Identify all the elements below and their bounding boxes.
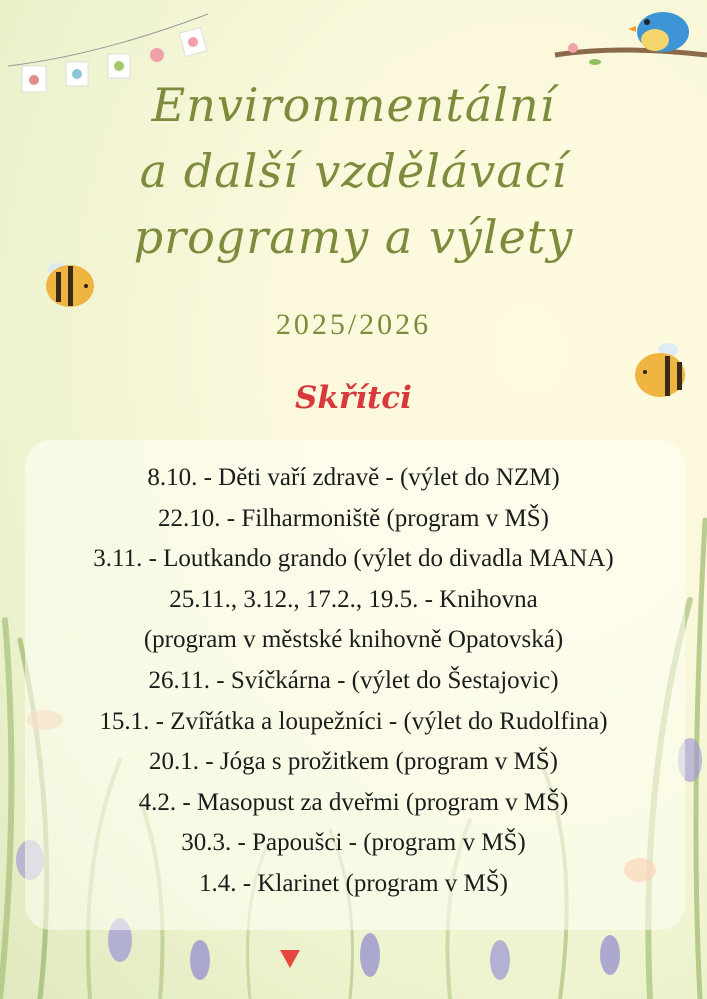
list-item: 8.10. - Děti vaří zdravě - (výlet do NZM) [147, 464, 560, 491]
list-item: 22.10. - Filharmoniště (program v MŠ) [158, 504, 549, 532]
bird-illustration [555, 12, 707, 65]
list-item: 26.11. - Svíčkárna - (výlet do Šestajovic) [148, 666, 559, 694]
list-item: 30.3. - Papoušci - (program v MŠ) [181, 829, 526, 857]
list-item: 3.11. - Loutkando grando (výlet do divadla MANA) [93, 545, 614, 573]
title-line-3: programy a výlety [133, 210, 574, 264]
program-list [0, 458, 707, 905]
bee-left-illustration [46, 263, 94, 307]
list-item: 25.11., 3.12., 17.2., 19.5. - Knihovna [169, 585, 538, 613]
title-line-2: a další vzdělávací [139, 144, 568, 198]
list-item: 15.1. - Zvířátka a loupežníci - (výlet do Rudolfina) [99, 707, 608, 735]
list-item: 1.4. - Klarinet (program v MŠ) [199, 869, 508, 897]
title-line-1: Environmentální [151, 78, 556, 132]
class-group-name: Skřítci [295, 380, 412, 416]
list-item: (program v městské knihovně Opatovská) [143, 626, 564, 654]
list-item: 4.2. - Masopust za dveřmi (program v MŠ) [138, 788, 569, 816]
list-item: 20.1. - Jóga s prožitkem (program v MŠ) [149, 748, 558, 776]
school-year: 2025/2026 [275, 308, 432, 341]
